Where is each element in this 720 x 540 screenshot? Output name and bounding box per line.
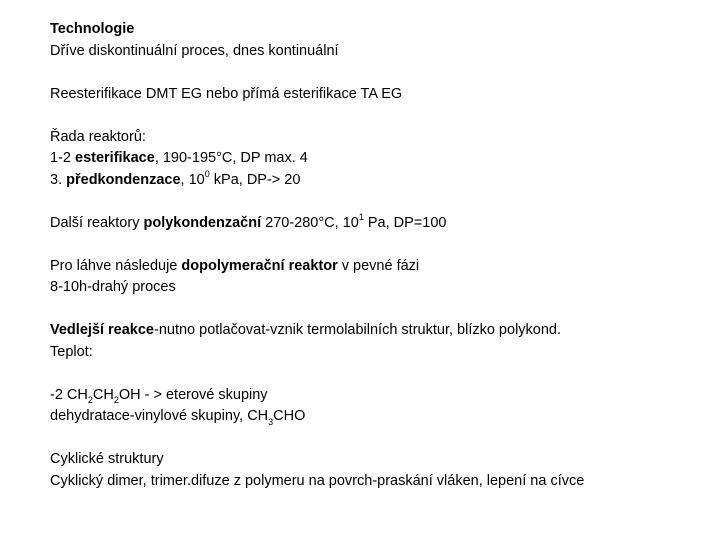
bottles-bold: dopolymerační reaktor bbox=[181, 257, 338, 274]
bottles-prefix: Pro láhve následuje bbox=[50, 257, 182, 274]
chem-l1-a: -2 CH bbox=[50, 386, 88, 403]
reactor-2-bold: předkondenzace bbox=[66, 171, 181, 188]
reactors-heading: Řada reaktorů: bbox=[50, 128, 146, 145]
subtitle: Dříve diskontinuální proces, dnes kontinuální bbox=[50, 42, 339, 59]
reactor-2-prefix: 3. bbox=[50, 171, 67, 188]
further-bold: polykondenzační bbox=[143, 214, 262, 231]
chem-l1-b: CH bbox=[92, 386, 114, 403]
reactor-line-2 bbox=[50, 170, 700, 192]
bottles-line-2: 8-10h-drahý proces bbox=[50, 279, 176, 295]
side-reaction-text: -nutno potlačovat-vznik termolabilních struktur, blízko polykond. Teplot: bbox=[50, 322, 562, 360]
spacer bbox=[50, 62, 700, 84]
spacer bbox=[50, 105, 700, 127]
further-sup: 1 bbox=[358, 211, 364, 222]
chem-l2-sub: 3 bbox=[268, 416, 274, 427]
chem-l1-sub1: 2 bbox=[87, 395, 93, 406]
further-suffix: Pa, DP=100 bbox=[363, 214, 447, 231]
further-reactors bbox=[50, 213, 700, 235]
reactor-2-suffix: kPa, DP-> 20 bbox=[209, 171, 301, 188]
cyclic-heading: Cyklické struktury bbox=[50, 451, 164, 467]
cyclic-text: Cyklický dimer, trimer.difuze z polymeru na povrch-praskání vláken, lepení na cívce bbox=[50, 472, 585, 489]
spacer bbox=[50, 428, 700, 450]
spacer bbox=[50, 363, 700, 385]
spacer bbox=[50, 191, 700, 213]
reactor-2-mid: , 10 bbox=[180, 171, 205, 188]
side-reaction-paragraph bbox=[50, 320, 595, 363]
reactor-line-1 bbox=[50, 148, 700, 170]
chem-l2-a: dehydratace-vinylové skupiny, CH bbox=[50, 408, 269, 424]
reactor-2-sup: 0 bbox=[204, 168, 210, 179]
chem-line-1 bbox=[50, 385, 700, 407]
further-mid: 270-280°C, 10 bbox=[261, 214, 359, 231]
reactor-1-bold: esterifikace bbox=[75, 150, 155, 166]
side-reaction-bold: Vedlejší reakce bbox=[50, 322, 154, 338]
reactor-1-suffix: , 190-195°C, DP max. 4 bbox=[154, 150, 308, 166]
slide-content bbox=[50, 19, 700, 492]
bottles-suffix: v pevné fázi bbox=[337, 257, 420, 274]
chem-line-2 bbox=[50, 406, 700, 428]
spacer bbox=[50, 299, 700, 321]
chem-l1-sub2: 2 bbox=[113, 395, 119, 406]
chem-l2-b: CHO bbox=[273, 408, 306, 424]
chem-l1-c: OH - > eterové skupiny bbox=[118, 386, 268, 403]
reesterification-text: Reesterifikace DMT EG nebo přímá esterifikace TA EG bbox=[50, 85, 403, 102]
spacer bbox=[50, 234, 700, 256]
further-prefix: Další reaktory bbox=[50, 214, 144, 231]
reactor-1-prefix: 1-2 bbox=[50, 150, 75, 166]
page-title: Technologie bbox=[50, 21, 135, 37]
bottles-line-1 bbox=[50, 256, 700, 278]
